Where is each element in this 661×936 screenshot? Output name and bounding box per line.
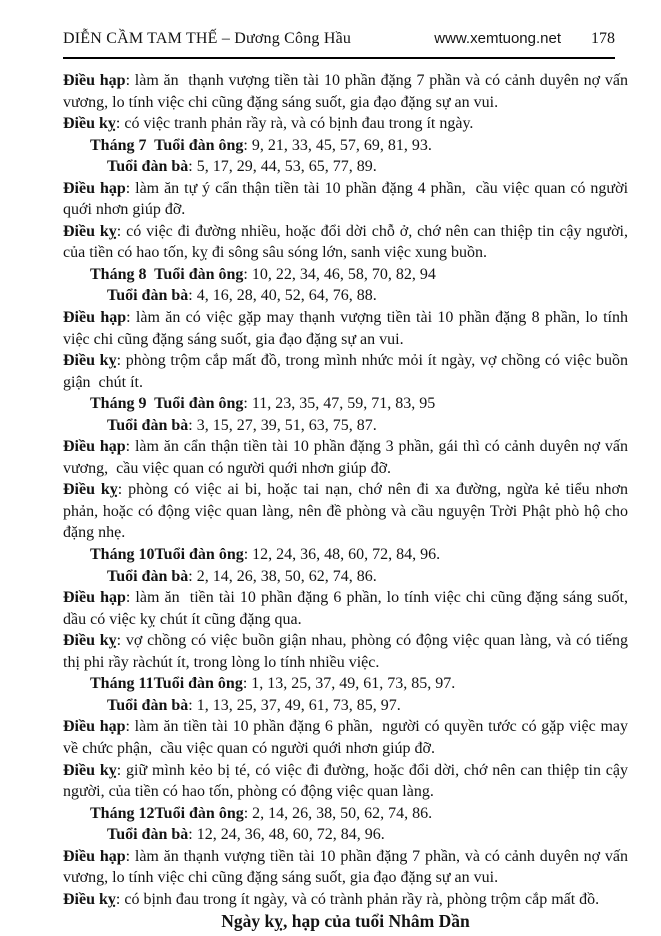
bold-label: Điều hạp (63, 72, 126, 89)
bold-label: Tháng 9 Tuổi đàn ông (90, 395, 244, 413)
text-run: : 1, 13, 25, 37, 49, 61, 73, 85, 97. (242, 675, 456, 693)
text-run: : làm ăn tiền tài 10 phần đặng 6 phần, người có quyền tước có gặp việc may về chức phận, cầu việc quan có người quới nhơn giúp đỡ. (63, 718, 633, 757)
text-run: : làm ăn thạnh vượng tiền tài 10 phần đặng 7 phần và có cảnh duyên nợ vấn vương, lo tính việc chi cũng đặng sáng suốt, gia đạo đặng sự an vui. (63, 72, 633, 111)
text-run: : 5, 17, 29, 44, 53, 65, 77, 89. (188, 158, 377, 176)
text-run: : làm ăn tiền tài 10 phần đặng 6 phần, lo tính việc chi cũng đặng sáng suốt, dầu có việc kỵ chút ít cũng đặng qua. (63, 589, 633, 628)
header-right-group (434, 30, 615, 48)
bold-label: Tháng 12Tuổi đàn ông (90, 804, 244, 822)
text-run: : 10, 22, 34, 46, 58, 70, 82, 94 (243, 265, 436, 283)
dieu-ky-paragraph (63, 760, 632, 803)
dieu-ky-paragraph (63, 630, 632, 673)
bold-label: Điều kỵ (63, 890, 116, 908)
text-run: : phòng có việc ai bi, hoặc tai nạn, chớ nên đi xa đường, ngừa kẻ tiểu nhơn phản, hoặc có động việc quan làng, nên đề phòng và cầu nguyện Trời Phật phò hộ cho đặng nhẹ. (63, 481, 633, 542)
text-run: : phòng trộm cắp mất đồ, trong mình nhức mỏi ít ngày, vợ chồng có việc buồn giận chút ít. (63, 352, 633, 391)
dieu-hap-paragraph (63, 436, 633, 479)
month-line (90, 264, 628, 286)
bold-label: Điều kỵ (63, 761, 117, 779)
text-run: : 3, 15, 27, 39, 51, 63, 75, 87. (188, 416, 377, 434)
dieu-hap-paragraph (63, 587, 633, 630)
text-run: : 4, 16, 28, 40, 52, 64, 76, 88. (188, 287, 377, 305)
text-run: : 12, 24, 36, 48, 60, 72, 84, 96. (188, 826, 385, 844)
bold-label: Điều hạp (63, 179, 126, 197)
text-run: : có việc đi đường nhiều, hoặc đổi dời chỗ ở, chớ nên can thiệp tin cậy người, của tiền có hao tốn, kỵ đi sông sâu sóng lớn, sanh việc xung buồn. (63, 222, 632, 262)
dieu-ky-paragraph (63, 221, 632, 264)
bold-label: Điều kỵ (63, 632, 117, 650)
month-line (90, 673, 628, 695)
text-run: : 2, 14, 26, 38, 50, 62, 74, 86. (243, 804, 433, 822)
text-run: : làm ăn cẩn thận tiền tài 10 phần đặng 3 phần, gái thì có cảnh duyên nợ vấn vương, cầu việc quan có người quới nhơn giúp đỡ. (63, 438, 633, 477)
text-run: : có việc tranh phản rầy rà, và có bịnh đau trong ít ngày. (115, 115, 474, 133)
text-run: : 11, 23, 35, 47, 59, 71, 83, 95 (243, 395, 436, 413)
dieu-hap-paragraph (63, 178, 633, 221)
bold-label: Tháng 7 Tuổi đàn ông (90, 136, 244, 154)
bold-label: Điều kỵ (63, 222, 117, 240)
bold-label: Điều hạp (63, 309, 127, 327)
bold-label: Điều hạp (63, 589, 126, 607)
text-run: : làm ăn tự ý cẩn thận tiền tài 10 phần đặng 4 phần, cầu việc quan có người quới nhơn giúp đỡ. (63, 179, 633, 219)
page-body (63, 70, 633, 910)
dieu-ky-paragraph (63, 350, 633, 393)
tuoi-dan-ba-line (107, 695, 628, 717)
tuoi-dan-ba-line (107, 156, 628, 178)
dieu-hap-paragraph (63, 70, 633, 113)
bold-label: Điều hạp (63, 438, 126, 456)
book-title: DIỄN CẦM TAM THẾ – Dương Công Hầu (63, 30, 352, 47)
text-run: : 9, 21, 33, 45, 57, 69, 81, 93. (243, 136, 432, 154)
month-line (90, 544, 628, 566)
bold-label: Tháng 11Tuổi đàn ông (90, 675, 243, 693)
dieu-ky-paragraph (63, 113, 628, 135)
bold-label: Tuổi đàn bà (107, 696, 189, 714)
tuoi-dan-ba-line (107, 285, 628, 307)
text-run: : làm ăn có việc gặp may thạnh vượng tiền tài 10 phần đặng 8 phần, lo tính việc chi cũng đặng sáng suốt, gia đạo đặng sự an vui. (63, 309, 633, 348)
dieu-ky-paragraph (63, 889, 628, 911)
bold-label: Tuổi đàn bà (107, 567, 189, 585)
bold-label: Điều kỵ (63, 352, 117, 370)
website-url: www.xemtuong.net (434, 30, 561, 47)
dieu-ky-paragraph (63, 479, 633, 544)
bold-label: Tháng 8 Tuổi đàn ông (90, 265, 244, 283)
page-header (63, 30, 615, 59)
bold-label: Tuổi đàn bà (107, 287, 189, 305)
text-run: : giữ mình kẻo bị té, có việc đi đường, hoặc đổi dời, chớ nên can thiệp tin cậy người, của tiền có hao tốn, phòng có động việc quan làng. (63, 761, 632, 801)
month-line (90, 803, 628, 825)
text-run: : có bịnh đau trong ít ngày, và có trành phản rầy rà, phòng trộm cắp mất đồ. (115, 890, 600, 908)
tuoi-dan-ba-line (107, 824, 628, 846)
month-line (90, 393, 628, 415)
text-run: : 1, 13, 25, 37, 49, 61, 73, 85, 97. (188, 696, 401, 714)
text-run: : 12, 24, 36, 48, 60, 72, 84, 96. (243, 546, 441, 564)
section-heading: Ngày kỵ, hạp của tuổi Nhâm Dần (221, 911, 470, 932)
tuoi-dan-ba-line (107, 415, 628, 437)
bold-label: Điều hạp (63, 847, 126, 865)
bold-label: Tuổi đàn bà (107, 416, 189, 434)
bold-label: Tháng 10Tuổi đàn ông (90, 546, 244, 564)
dieu-hap-paragraph (63, 846, 632, 889)
page-number: 178 (591, 30, 615, 47)
bold-label: Điều kỵ (63, 115, 116, 133)
bold-label: Điều kỵ (63, 481, 118, 499)
tuoi-dan-ba-line (107, 566, 628, 588)
text-run: : 2, 14, 26, 38, 50, 62, 74, 86. (188, 567, 377, 585)
bold-label: Tuổi đàn bà (107, 158, 189, 176)
dieu-hap-paragraph (63, 307, 633, 350)
bold-label: Tuổi đàn bà (107, 826, 189, 844)
text-run: : làm ăn thạnh vượng tiền tài 10 phần đặng 7 phần, và có cảnh duyên nợ vấn vương, lo tính việc chi cũng đặng sáng suốt, gia đạo đặng sự an vui. (63, 847, 632, 887)
bold-label: Điều hạp (63, 718, 126, 736)
dieu-hap-paragraph (63, 716, 633, 759)
text-run: : vợ chồng có việc buồn giận nhau, phòng có động việc quan làng, và có tiếng thị phi rầy ràchút ít, trong lòng lo tính nhiều việc. (63, 632, 632, 671)
month-line (90, 135, 628, 157)
